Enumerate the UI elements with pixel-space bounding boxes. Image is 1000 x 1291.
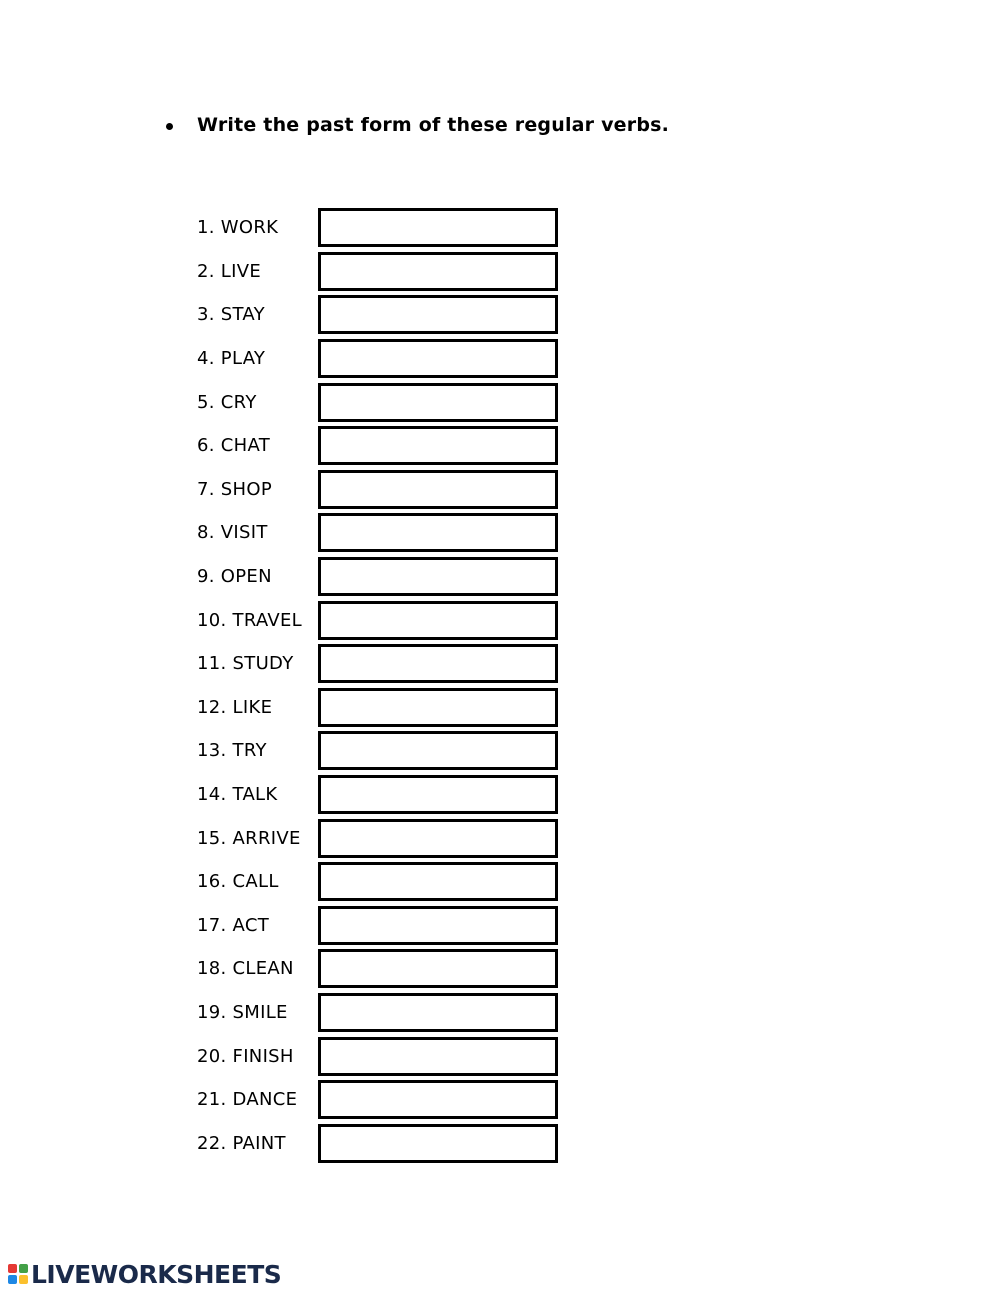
answer-input[interactable] bbox=[318, 949, 558, 988]
exercise-list bbox=[197, 206, 567, 1165]
answer-input[interactable] bbox=[318, 644, 558, 683]
answer-input[interactable] bbox=[318, 339, 558, 378]
exercise-row bbox=[197, 598, 567, 642]
logo-square bbox=[8, 1264, 17, 1273]
verb-label: 9. OPEN bbox=[197, 566, 272, 588]
logo-icon bbox=[8, 1264, 28, 1284]
verb-label: 16. CALL bbox=[197, 871, 279, 893]
verb-label: 21. DANCE bbox=[197, 1089, 298, 1111]
answer-input[interactable] bbox=[318, 1080, 558, 1119]
logo-text: LIVEWORKSHEETS bbox=[31, 1259, 282, 1289]
exercise-row bbox=[197, 380, 567, 424]
answer-input[interactable] bbox=[318, 513, 558, 552]
verb-label: 18. CLEAN bbox=[197, 958, 294, 980]
exercise-row bbox=[197, 773, 567, 817]
answer-input[interactable] bbox=[318, 252, 558, 291]
answer-input[interactable] bbox=[318, 906, 558, 945]
answer-input[interactable] bbox=[318, 557, 558, 596]
answer-input[interactable] bbox=[318, 426, 558, 465]
exercise-row bbox=[197, 424, 567, 468]
verb-label: 10. TRAVEL bbox=[197, 609, 302, 631]
logo-square bbox=[19, 1275, 28, 1284]
instruction bbox=[166, 114, 669, 136]
verb-label: 3. STAY bbox=[197, 304, 265, 326]
exercise-row bbox=[197, 686, 567, 730]
exercise-row bbox=[197, 947, 567, 991]
answer-input[interactable] bbox=[318, 208, 558, 247]
exercise-row bbox=[197, 250, 567, 294]
logo-square bbox=[19, 1264, 28, 1273]
answer-input[interactable] bbox=[318, 731, 558, 770]
answer-input[interactable] bbox=[318, 470, 558, 509]
verb-label: 7. SHOP bbox=[197, 478, 272, 500]
verb-label: 17. ACT bbox=[197, 914, 270, 936]
exercise-row bbox=[197, 1078, 567, 1122]
liveworksheets-logo bbox=[8, 1260, 281, 1288]
verb-label: 20. FINISH bbox=[197, 1045, 294, 1067]
answer-input[interactable] bbox=[318, 993, 558, 1032]
exercise-row bbox=[197, 1034, 567, 1078]
verb-label: 5. CRY bbox=[197, 391, 257, 413]
verb-label: 22. PAINT bbox=[197, 1132, 286, 1154]
exercise-row bbox=[197, 904, 567, 948]
exercise-row bbox=[197, 555, 567, 599]
exercise-row bbox=[197, 468, 567, 512]
exercise-row bbox=[197, 991, 567, 1035]
verb-label: 13. TRY bbox=[197, 740, 267, 762]
logo-square bbox=[8, 1275, 17, 1284]
verb-label: 19. SMILE bbox=[197, 1001, 288, 1023]
verb-label: 8. VISIT bbox=[197, 522, 268, 544]
verb-label: 1. WORK bbox=[197, 217, 279, 239]
exercise-row bbox=[197, 729, 567, 773]
answer-input[interactable] bbox=[318, 383, 558, 422]
exercise-row bbox=[197, 860, 567, 904]
verb-label: 2. LIVE bbox=[197, 260, 262, 282]
verb-label: 4. PLAY bbox=[197, 348, 266, 370]
exercise-row bbox=[197, 293, 567, 337]
exercise-row bbox=[197, 642, 567, 686]
answer-input[interactable] bbox=[318, 1037, 558, 1076]
verb-label: 15. ARRIVE bbox=[197, 827, 301, 849]
verb-label: 14. TALK bbox=[197, 784, 278, 806]
exercise-row bbox=[197, 206, 567, 250]
answer-input[interactable] bbox=[318, 601, 558, 640]
verb-label: 6. CHAT bbox=[197, 435, 271, 457]
bullet-icon bbox=[166, 123, 173, 130]
answer-input[interactable] bbox=[318, 819, 558, 858]
answer-input[interactable] bbox=[318, 775, 558, 814]
exercise-row bbox=[197, 816, 567, 860]
verb-label: 12. LIKE bbox=[197, 696, 273, 718]
verb-label: 11. STUDY bbox=[197, 653, 294, 675]
answer-input[interactable] bbox=[318, 295, 558, 334]
exercise-row bbox=[197, 337, 567, 381]
exercise-row bbox=[197, 511, 567, 555]
exercise-row bbox=[197, 1121, 567, 1165]
answer-input[interactable] bbox=[318, 688, 558, 727]
answer-input[interactable] bbox=[318, 862, 558, 901]
instruction-text: Write the past form of these regular verbs. bbox=[197, 114, 670, 136]
answer-input[interactable] bbox=[318, 1124, 558, 1163]
